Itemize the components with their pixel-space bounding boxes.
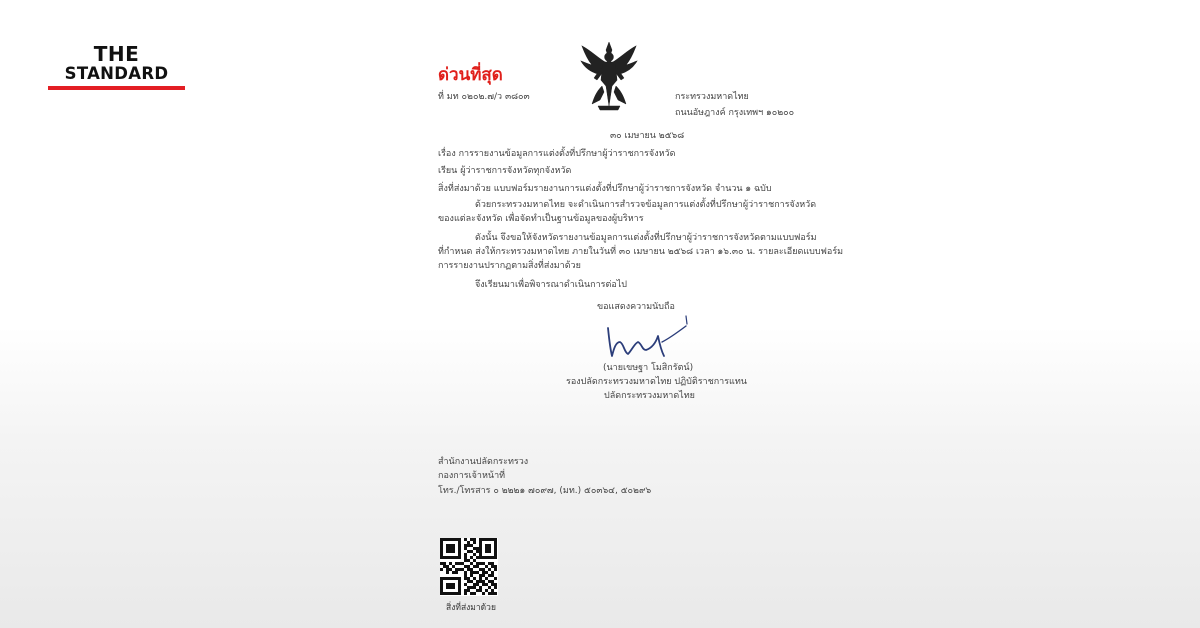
qr-module [494, 577, 497, 580]
paragraph-2-line-2: ที่กำหนด ส่งให้กระทรวงมหาดไทย ภายในวันที่ ๓๐ เมษายน ๒๕๖๘ เวลา ๑๖.๓๐ น. รายละเอียดแบบฟอร์ม [438, 247, 844, 257]
qr-module [494, 568, 497, 571]
the-standard-logo [48, 44, 185, 90]
qr-module [458, 592, 461, 595]
qr-module [494, 586, 497, 589]
qr-module [440, 568, 443, 571]
qr-module [482, 592, 485, 595]
paragraph-2-line-1: ดังนั้น จึงขอให้จังหวัดรายงานข้อมูลการแต่งตั้งที่ปรึกษาผู้ว่าราชการจังหวัดตามแบบฟอร์ม [475, 233, 817, 243]
qr-module [458, 556, 461, 559]
qr-module [452, 586, 455, 589]
qr-caption: สิ่งที่ส่งมาด้วย [446, 603, 496, 613]
garuda-emblem-icon [578, 40, 640, 112]
logo-line-2: STANDARD [64, 64, 169, 83]
footer-division: กองการเจ้าหน้าที่ [438, 471, 506, 481]
logo-line-1: THE [93, 42, 140, 66]
footer-phone: โทร./โทรสาร ๐ ๒๒๒๑ ๗๐๙๗, (มท.) ๕๐๓๖๔, ๕๐๒๙๖ [438, 486, 652, 496]
handwritten-signature [600, 312, 694, 362]
paragraph-3: จึงเรียนมาเพื่อพิจารณาดำเนินการต่อไป [475, 280, 628, 290]
address-line-2: ถนนอัษฎางค์ กรุงเทพฯ ๑๐๒๐๐ [675, 108, 795, 118]
letter-addressee: เรียน ผู้ว่าราชการจังหวัดทุกจังหวัด [438, 166, 572, 176]
paragraph-1-line-1: ด้วยกระทรวงมหาดไทย จะดำเนินการสำรวจข้อมูลการแต่งตั้งที่ปรึกษาผู้ว่าราชการจังหวัด [475, 200, 817, 210]
qr-module [452, 550, 455, 553]
qr-code [440, 538, 498, 596]
letter-enclosure: สิ่งที่ส่งมาด้วย แบบฟอร์มรายงานการแต่งตั้งที่ปรึกษาผู้ว่าราชการจังหวัด จำนวน ๑ ฉบับ [438, 184, 772, 194]
letter-date: ๓๐ เมษายน ๒๕๖๘ [610, 131, 685, 141]
signer-title-2: ปลัดกระทรวงมหาดไทย [604, 391, 695, 401]
reference-number: ที่ มท ๐๒๐๒.๗/ว ๓๘๐๓ [438, 92, 530, 102]
qr-module [446, 571, 449, 574]
qr-module [455, 571, 458, 574]
qr-module [473, 592, 476, 595]
footer-office: สำนักงานปลัดกระทรวง [438, 457, 529, 467]
signer-name: (นายเขษฐา โมสิกรัตน์) [603, 363, 694, 373]
qr-module [473, 541, 476, 544]
qr-module [494, 556, 497, 559]
address-line-1: กระทรวงมหาดไทย [675, 92, 749, 102]
paragraph-2-line-3: การรายงานปรากฏตามสิ่งที่ส่งมาด้วย [438, 261, 581, 271]
qr-module [488, 550, 491, 553]
closing-salutation: ขอแสดงความนับถือ [597, 302, 675, 312]
qr-module [494, 592, 497, 595]
logo-underline [48, 86, 185, 90]
letter-subject: เรื่อง การรายงานข้อมูลการแต่งตั้งที่ปรึกษาผู้ว่าราชการจังหวัด [438, 149, 676, 159]
signer-title-1: รองปลัดกระทรวงมหาดไทย ปฏิบัติราชการแทน [566, 377, 747, 387]
urgency-label: ด่วนที่สุด [438, 65, 503, 85]
qr-module [464, 592, 467, 595]
paragraph-1-line-2: ของแต่ละจังหวัด เพื่อจัดทำเป็นฐานข้อมูลของผู้บริหาร [438, 214, 644, 224]
